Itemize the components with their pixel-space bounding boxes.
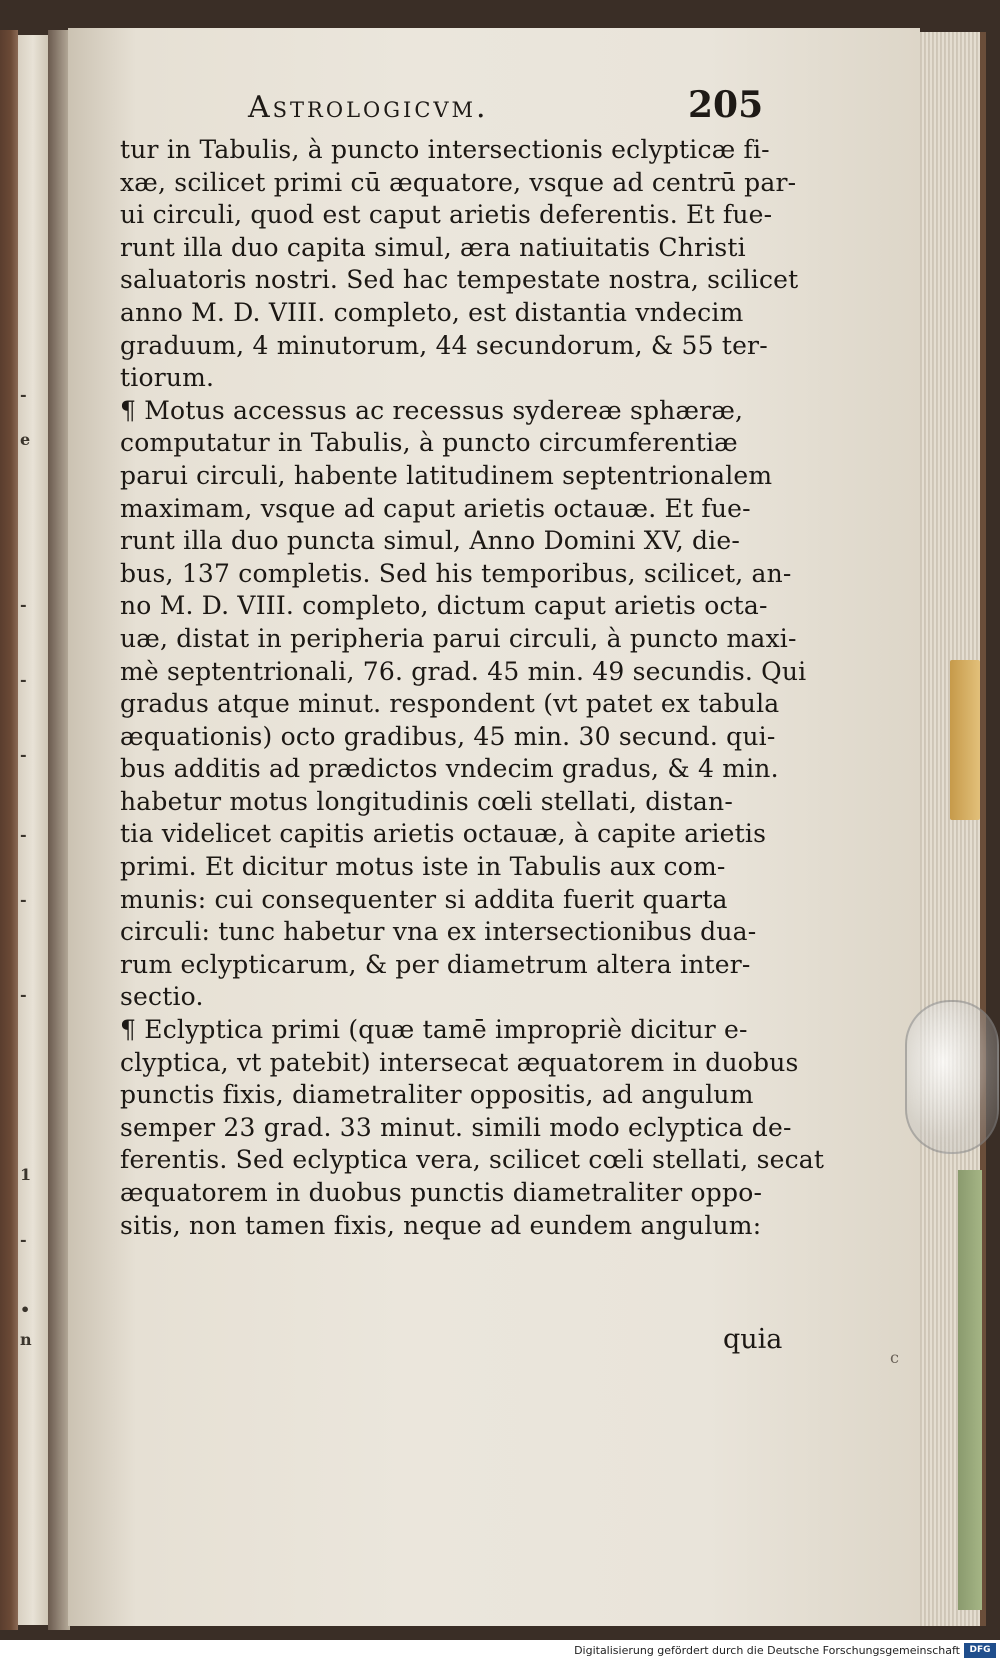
text-line: maximam, vsque ad caput arietis octauæ. Et fue- bbox=[120, 493, 751, 523]
margin-mark: c bbox=[890, 1348, 899, 1367]
text-line: sitis, non tamen fixis, neque ad eundem angulum: bbox=[120, 1210, 762, 1240]
text-line: æquatorem in duobus punctis diametraliter oppo- bbox=[120, 1178, 763, 1207]
text-line: parui circuli, habente latitudinem septentrionalem bbox=[120, 460, 773, 490]
text-line: ui circuli, quod est caput arietis deferentis. Et fue- bbox=[120, 200, 773, 230]
footer-bar bbox=[0, 1640, 1000, 1662]
text-line: semper 23 grad. 33 minut. simili modo eclyptica de- bbox=[120, 1112, 792, 1142]
running-title: Astrologicvm. bbox=[248, 90, 489, 125]
text-line: clyptica, vt patebit) intersecat æquatorem in duobus bbox=[120, 1047, 799, 1077]
text-line: computatur in Tabulis, à puncto circumferentiæ bbox=[120, 428, 738, 458]
text-line: saluatoris nostri. Sed hac tempestate nostra, scilicet bbox=[120, 265, 799, 295]
leaf-mark: - bbox=[20, 825, 27, 844]
text-line: sectio. bbox=[120, 982, 204, 1012]
leaf-mark: e bbox=[20, 430, 31, 449]
text-line: runt illa duo capita simul, æra natiuitatis Christi bbox=[120, 232, 746, 262]
leaf-mark: - bbox=[20, 985, 27, 1004]
leaf-mark: - bbox=[20, 385, 27, 404]
leaf-mark: - bbox=[20, 595, 27, 614]
text-line: ferentis. Sed eclyptica vera, scilicet cœli stellati, secat bbox=[120, 1145, 825, 1175]
leaf-mark: - bbox=[20, 670, 27, 689]
text-line: habetur motus longitudinis cœli stellati, distan- bbox=[120, 786, 733, 816]
text-line: xæ, scilicet primi cū æquatore, vsque ad centrū par- bbox=[120, 167, 797, 197]
leaf-mark: - bbox=[20, 745, 27, 764]
catchword: quia bbox=[723, 1324, 783, 1355]
book-page bbox=[68, 28, 920, 1626]
text-line: primi. Et dicitur motus iste in Tabulis aux com- bbox=[120, 852, 726, 882]
text-line: circuli: tunc habetur vna ex intersectionibus dua- bbox=[120, 917, 757, 947]
text-line: uæ, distat in peripheria parui circuli, à puncto maxi- bbox=[120, 623, 797, 653]
text-line: gradus atque minut. respondent (vt patet ex tabula bbox=[120, 689, 780, 719]
leaf-mark: - bbox=[20, 890, 27, 909]
text-line: tia videlicet capitis arietis octauæ, à capite arietis bbox=[120, 819, 767, 849]
text-line: anno M. D. VIII. completo, est distantia vndecim bbox=[120, 297, 744, 327]
funding-credit: Digitalisierung gefördert durch die Deutsche Forschungsgemeinschaft bbox=[574, 1644, 960, 1657]
text-line: mè septentrionali, 76. grad. 45 min. 49 secundis. Qui bbox=[120, 656, 807, 686]
text-line: tur in Tabulis, à puncto intersectionis eclypticæ fi- bbox=[120, 135, 770, 164]
binding-edge bbox=[0, 30, 18, 1630]
dfg-logo: DFG bbox=[964, 1643, 996, 1658]
text-line: punctis fixis, diametraliter oppositis, ad angulum bbox=[120, 1080, 754, 1110]
body-text bbox=[120, 134, 825, 1242]
text-line: bus, 137 completis. Sed his temporibus, scilicet, an- bbox=[120, 558, 792, 588]
text-line: runt illa duo puncta simul, Anno Domini XV, die- bbox=[120, 526, 741, 556]
bookmark-ribbon bbox=[950, 660, 980, 820]
leaf-mark: • bbox=[20, 1300, 31, 1319]
facing-page-edge bbox=[18, 35, 50, 1625]
page-tab bbox=[958, 1170, 982, 1610]
leaf-mark: 1 bbox=[20, 1165, 32, 1184]
page-clip bbox=[905, 1000, 999, 1154]
text-line: no M. D. VIII. completo, dictum caput arietis octa- bbox=[120, 591, 768, 621]
gutter-shadow bbox=[48, 30, 70, 1630]
text-line: rum eclypticarum, & per diametrum altera inter- bbox=[120, 949, 751, 979]
text-line: munis: cui consequenter si addita fuerit quarta bbox=[120, 884, 728, 914]
text-line: ¶ Eclyptica primi (quæ tamē impropriè dicitur e- bbox=[120, 1015, 748, 1045]
text-line: graduum, 4 minutorum, 44 secundorum, & 55 ter- bbox=[120, 330, 768, 360]
text-line: æquationis) octo gradibus, 45 min. 30 secund. qui- bbox=[120, 721, 776, 751]
page-header bbox=[248, 84, 788, 130]
page-number: 205 bbox=[688, 84, 764, 126]
text-line: bus additis ad prædictos vndecim gradus, & 4 min. bbox=[120, 754, 779, 784]
text-line: ¶ Motus accessus ac recessus sydereæ sphæræ, bbox=[120, 395, 744, 425]
leaf-mark: - bbox=[20, 1230, 27, 1249]
leaf-mark: n bbox=[20, 1330, 32, 1349]
text-line: tiorum. bbox=[120, 363, 215, 393]
